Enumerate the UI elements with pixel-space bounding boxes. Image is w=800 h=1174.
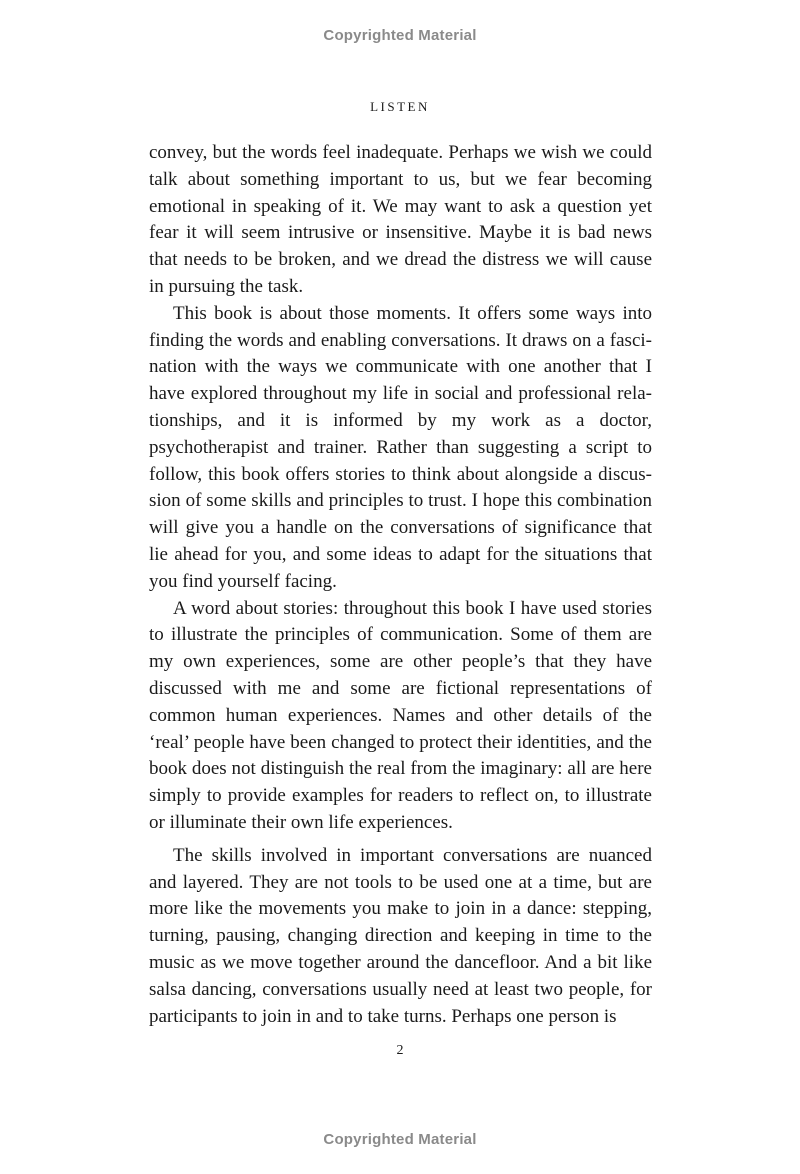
page-number: 2: [396, 1043, 404, 1058]
copyright-watermark-top: Copyrighted Material: [323, 27, 477, 44]
paragraph-1: convey, but the words feel inadequate. Perhaps we wish we could talk about something important to us, but we fear becoming emotional in speaking of it. We may want to ask a question yet fear it will seem intrusive or insensitive. Maybe it is bad news that needs to be broken, and we dread the distress we will cause in pursuing the task.: [149, 142, 652, 297]
running-head: LISTEN: [370, 99, 430, 114]
paragraph-2: This book is about those moments. It offers some ways into finding the words and enabling conversations. It draws on a fascination with the ways we communicate with one another that I have explored throughout my life in social and professional relationships, and it is informed by my work as a doctor, psychotherapist and trainer. Rather than suggesting a script to follow, this book offers stories to think about alongside a discussion of some skills and principles to trust. I hope this combination will give you a handle on the conversations of significance that lie ahead for you, and some ideas to adapt for the situations that you find yourself facing.: [149, 302, 652, 592]
paragraph-3: A word about stories: throughout this book I have used stories to illustrate the principles of communication. Some of them are my own experiences, some are other people’s that they have discussed with me and some are fictional representations of common human experiences. Names and other details of the ‘real’ people have been changed to protect their identities, and the book does not distinguish the real from the imaginary: all are here simply to provide examples for readers to reflect on, to illustrate or illuminate their own life experiences.: [149, 597, 652, 833]
body-text: [149, 140, 652, 1030]
copyright-watermark-bottom: Copyrighted Material: [323, 1131, 477, 1148]
paragraph-4: The skills involved in important conversations are nuanced and layered. They are not tools to be used one at a time, but are more like the movements you make to join in a dance: stepping, turning, pausing, changing direction and keeping in time to the music as we move together around the dancefloor. And a bit like salsa dancing, conversations usually need at least two people, for participants to join in and to take turns. Perhaps one person is: [149, 844, 652, 1027]
